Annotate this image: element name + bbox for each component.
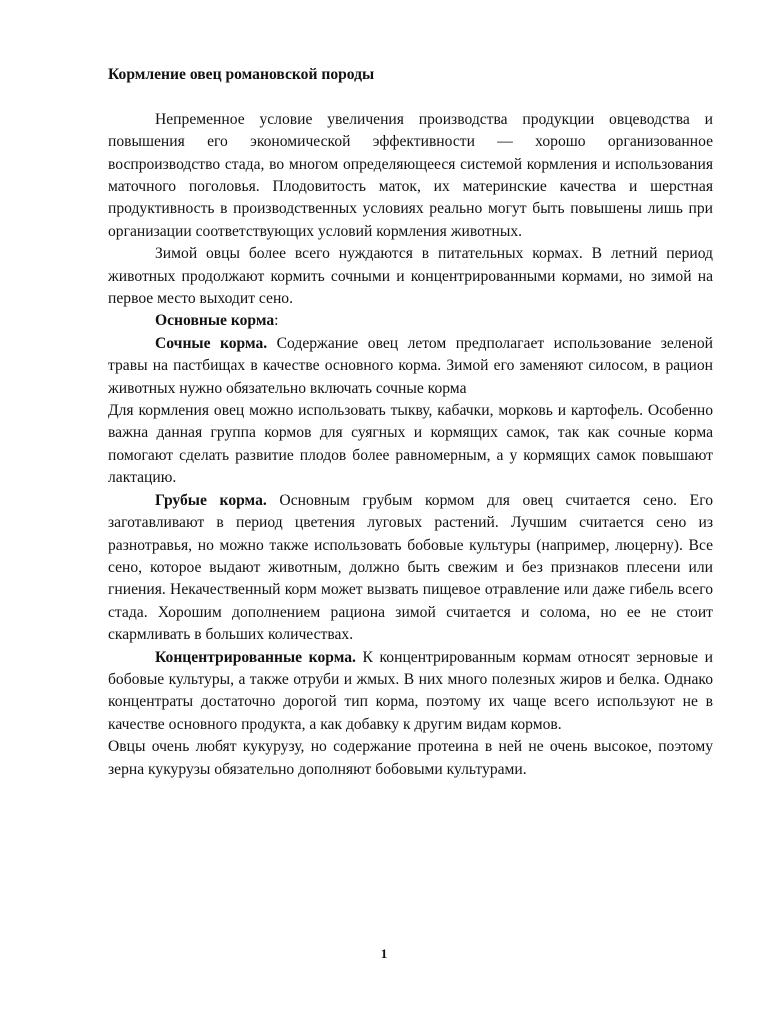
main-feeds-heading: Основные корма bbox=[155, 312, 275, 330]
intro-paragraph: Непременное условие увеличения производства продукции овцеводства и повышения его экономической эффективности — хорошо организованное воспроизводство стада, во многом определяющееся системой кормления и использования маточного поголовья. Плодовитость маток, их материнские качества и шерстная продуктивность в производственных условиях реально могут быть повышены лишь при организации соответствующих условий кормления животных. bbox=[108, 110, 713, 240]
succulent-paragraph bbox=[108, 333, 713, 400]
concentrated-extra-paragraph: Овцы очень любят кукурузу, но содержание протеина в ней не очень высокое, поэтому зерна кукурузы обязательно дополняют бобовыми культурами. bbox=[108, 738, 713, 778]
succulent-extra-paragraph: Для кормления овец можно использовать тыкву, кабачки, морковь и картофель. Особенно важна данная группа кормов для суягных и кормящих самок, так как сочные корма помогают сделать развитие плодов более равномерным, а у кормящих самок повышают лактацию. bbox=[108, 402, 713, 487]
roughage-paragraph bbox=[108, 490, 713, 647]
page-number: 1 bbox=[380, 946, 388, 961]
succulent-text: Содержание овец летом предполагает использование зеленой травы на пастбищах в качестве основного корма. Зимой его заменяют силосом, в рацион животных нужно обязательно включать сочные корма bbox=[108, 334, 713, 397]
concentrated-paragraph bbox=[108, 647, 713, 737]
succulent-heading: Сочные корма. bbox=[155, 334, 268, 352]
roughage-heading: Грубые корма. bbox=[155, 491, 267, 509]
roughage-text: Основным грубым кормом для овец считается сено. Его заготавливают в период цветения луговых растений. Лучшим считается сено из разнотравья, но можно также использовать бобовые культуры (например, люцерну). Все сено, которое выдают животным, должно быть свежим и без признаков плесени или гниения. Некачественный корм может вызвать пищевое отравление или даже гибель всего стада. Хорошим дополнением рациона зимой считается и солома, но ее не стоит скармливать в больших количествах. bbox=[108, 491, 714, 644]
winter-paragraph: Зимой овцы более всего нуждаются в питательных кормах. В летний период животных продолжают кормить сочными и концентрированными кормами, но зимой на первое место выходит сено. bbox=[108, 245, 713, 308]
document-title: Кормление овец романовской породы bbox=[108, 66, 375, 83]
main-feeds-colon: : bbox=[274, 312, 279, 330]
document-body bbox=[108, 64, 713, 781]
main-feeds-heading-paragraph bbox=[108, 310, 713, 332]
concentrated-text: К концентрированным кормам относят зерновые и бобовые культуры, а также отруби и жмых. В них много полезных жиров и белка. Однако концентраты достаточно дорогой тип корма, поэтому их чаще всего используют не в качестве основного продукта, а как добавку к другим видам кормов. bbox=[108, 648, 713, 733]
concentrated-heading: Концентрированные корма. bbox=[155, 648, 356, 666]
